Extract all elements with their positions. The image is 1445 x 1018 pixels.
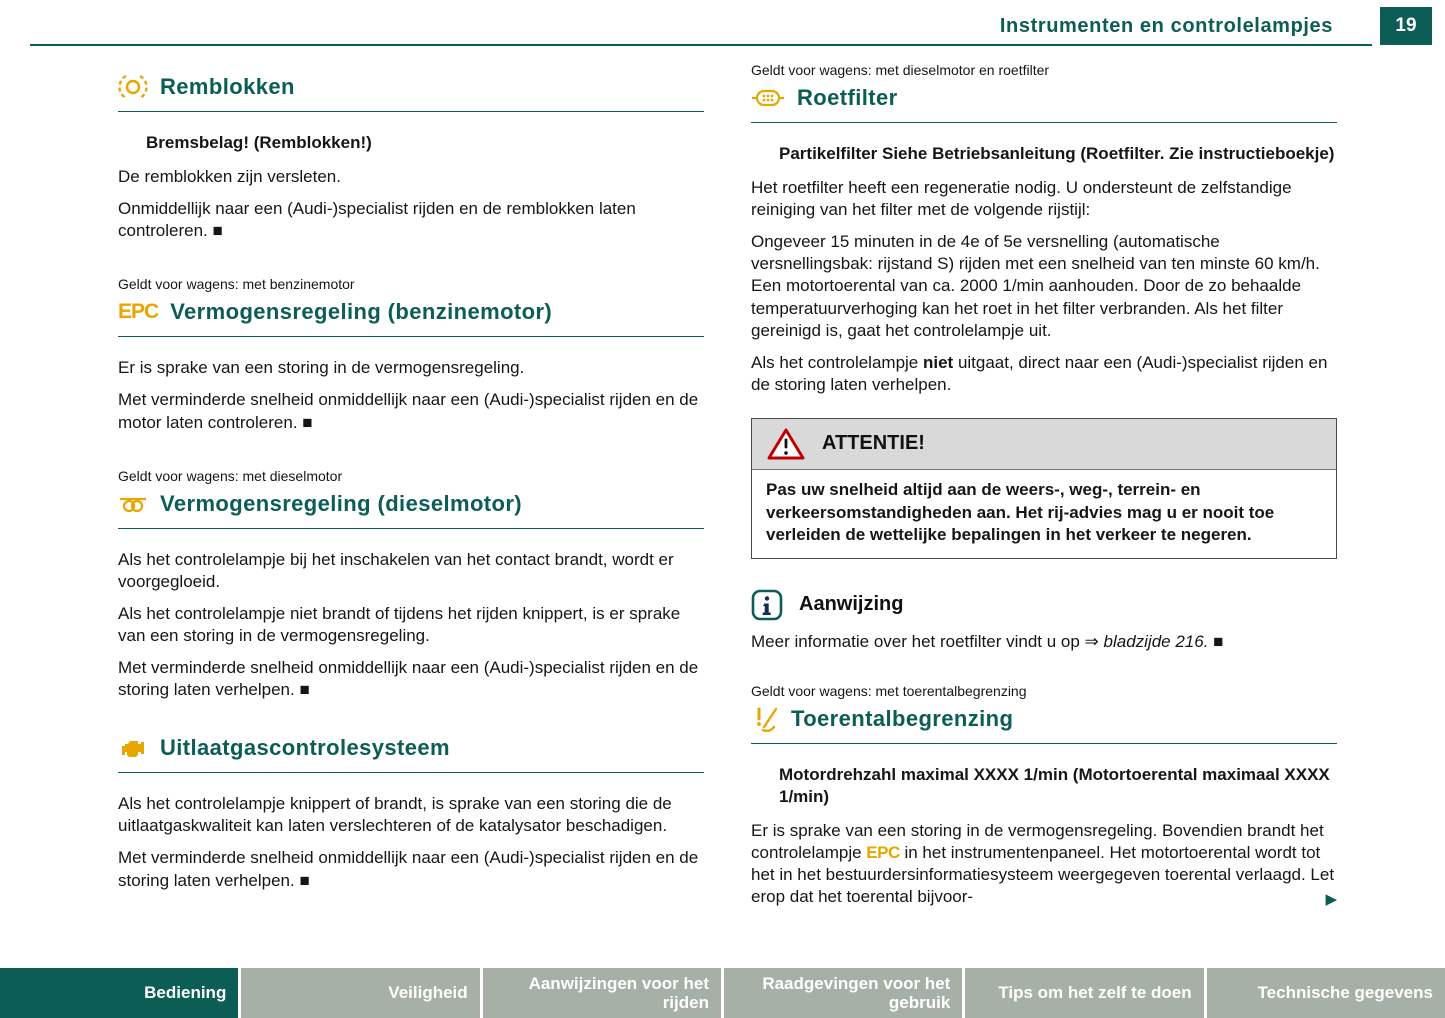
section-title: Remblokken <box>160 74 295 99</box>
paragraph <box>751 631 1337 653</box>
attention-box <box>751 418 1337 559</box>
section-remblokken <box>118 74 704 242</box>
tab-bediening[interactable]: Bediening <box>0 968 238 1018</box>
paragraph: Met verminderde snelheid onmiddellijk naar een (Audi-)specialist rijden en de storing laten verhelpen. ■ <box>118 848 699 890</box>
info-icon <box>751 589 783 621</box>
right-column <box>751 62 1337 918</box>
page-number: 19 <box>1380 7 1432 45</box>
paragraph: Als het controlelampje bij het inschakelen van het contact brandt, wordt er voorgegloeid. <box>118 549 674 591</box>
section-heading <box>751 85 1337 123</box>
text-run: ■ <box>1208 631 1224 651</box>
engine-icon <box>118 736 148 760</box>
attention-header <box>752 419 1336 470</box>
applies-note: Geldt voor wagens: met benzinemotor <box>118 276 355 293</box>
section-vermogensregeling-dieselmotor <box>118 468 704 702</box>
emphasis-text: niet <box>922 352 954 372</box>
applies-note: Geldt voor wagens: met dieselmotor en roetfilter <box>751 62 1050 78</box>
particulate-filter-icon <box>751 88 785 108</box>
warning-triangle-icon <box>766 427 806 461</box>
paragraph: Als het controlelampje knippert of brandt, is sprake van een storing die de uitlaatgaskwaliteit kan laten verslechteren of de katalysator beschadigen. <box>118 794 672 836</box>
section-heading <box>118 74 704 112</box>
text-run: in het instrumentenpaneel. Het motortoerental wordt tot het in het bestuurdersinformatiesysteem weergegeven toerental verlaagd. Let erop dat het toerental bijvoor- <box>751 843 1335 907</box>
paragraph: Onmiddellijk naar een (Audi-)specialist rijden en de remblokken laten controleren. ■ <box>118 199 636 241</box>
content-columns <box>118 62 1337 918</box>
section-title: Vermogensregeling (benzinemotor) <box>170 299 553 325</box>
tab-technische-gegevens[interactable]: Technische gegevens <box>1204 968 1445 1018</box>
epc-icon: EPC <box>118 300 159 324</box>
paragraph <box>751 352 1337 396</box>
attention-text: Pas uw snelheid altijd aan de weers-, weg-, terrein- en verkeersomstandigheden aan. Het rij-advies mag u er nooit toe verleiden de wettelijke bepalingen in het verkeer te negeren. <box>766 479 1275 545</box>
left-column <box>118 62 704 918</box>
chapter-title: Instrumenten en controlelampjes <box>999 15 1333 37</box>
paragraph: Met verminderde snelheid onmiddellijk naar een (Audi-)specialist rijden en de storing laten verhelpen. ■ <box>118 658 699 700</box>
continue-arrow-icon: ▶ <box>1325 891 1337 909</box>
header-rule <box>30 44 1372 46</box>
applies-note: Geldt voor wagens: met toerentalbegrenzing <box>751 682 1027 699</box>
section-title: Roetfilter <box>797 85 898 110</box>
epc-inline-icon: EPC <box>866 843 900 863</box>
note-aanwijzing <box>751 589 1337 653</box>
paragraph: Het roetfilter heeft een regeneratie nodig. U ondersteunt de zelfstandige reiniging van het filter met de volgende rijstijl: <box>751 178 1292 220</box>
page-reference[interactable]: bladzijde 216. <box>1103 631 1209 651</box>
section-title: Uitlaatgascontrolesysteem <box>160 735 450 761</box>
glow-plug-icon <box>118 493 148 515</box>
tab-veiligheid[interactable]: Veiligheid <box>238 968 479 1018</box>
section-toerentalbegrenzing <box>751 683 1337 909</box>
tab-tips-om-het-zelf-te-doen[interactable]: Tips om het zelf te doen <box>962 968 1203 1018</box>
note-header <box>751 589 1337 621</box>
brake-pad-icon <box>118 74 148 100</box>
footer-tab-bar <box>0 968 1445 1018</box>
display-message: Motordrehzahl maximal XXXX 1/min (Motortoerental maximaal XXXX 1/min) <box>779 764 1330 806</box>
attention-title: ATTENTIE! <box>822 432 925 455</box>
applies-note: Geldt voor wagens: met dieselmotor <box>118 467 343 484</box>
note-title: Aanwijzing <box>799 593 904 616</box>
tab-aanwijzingen-voor-het-rijden[interactable]: Aanwijzingen voor het rijden <box>480 968 721 1018</box>
section-roetfilter <box>751 62 1337 396</box>
display-message: Bremsbelag! (Remblokken!) <box>146 133 372 152</box>
paragraph: De remblokken zijn versleten. <box>118 167 341 187</box>
paragraph: Er is sprake van een storing in de vermogensregeling. <box>118 358 525 378</box>
section-uitlaatgascontrolesysteem <box>118 735 704 891</box>
paragraph <box>751 820 1337 908</box>
section-title: Toerentalbegrenzing <box>791 705 1014 731</box>
rev-limit-icon <box>751 706 779 732</box>
section-heading <box>751 706 1337 744</box>
section-vermogensregeling-benzinemotor <box>118 276 704 433</box>
text-run: Meer informatie over het roetfilter vindt u op ⇒ <box>751 631 1104 651</box>
section-heading <box>118 299 704 337</box>
section-heading <box>118 735 704 773</box>
paragraph: Ongeveer 15 minuten in de 4e of 5e versnelling (automatische versnellingsbak: rijstand S) rijden met een snelheid van ten minste 60 km/h. Een motortoerental van ca. 2000 1/min aanhouden. Door de zo behaalde temperatuurverhoging kan het roet in het filter verbranden. Als het filter gereinigd is, gaat het controlelampje uit. <box>751 232 1320 340</box>
section-title: Vermogensregeling (dieselmotor) <box>160 490 523 516</box>
text-run: uitgaat, direct naar een (Audi-)specialist rijden en de storing laten verhelpen. <box>751 352 1328 394</box>
paragraph: Als het controlelampje niet brandt of tijdens het rijden knippert, is er sprake van een storing in de vermogensregeling. <box>118 603 681 645</box>
text-run: Er is sprake van een storing in de vermogensregeling. Bovendien brandt het controlelampje <box>751 821 1324 863</box>
tab-raadgevingen-voor-het-gebruik[interactable]: Raadgevingen voor het gebruik <box>721 968 962 1018</box>
paragraph: Met verminderde snelheid onmiddellijk naar een (Audi-)specialist rijden en de motor laten controleren. ■ <box>118 390 699 432</box>
display-message: Partikelfilter Siehe Betriebsanleitung (Roetfilter. Zie instructieboekje) <box>779 144 1335 163</box>
section-heading <box>118 491 704 529</box>
text-run: Als het controlelampje <box>751 352 923 372</box>
